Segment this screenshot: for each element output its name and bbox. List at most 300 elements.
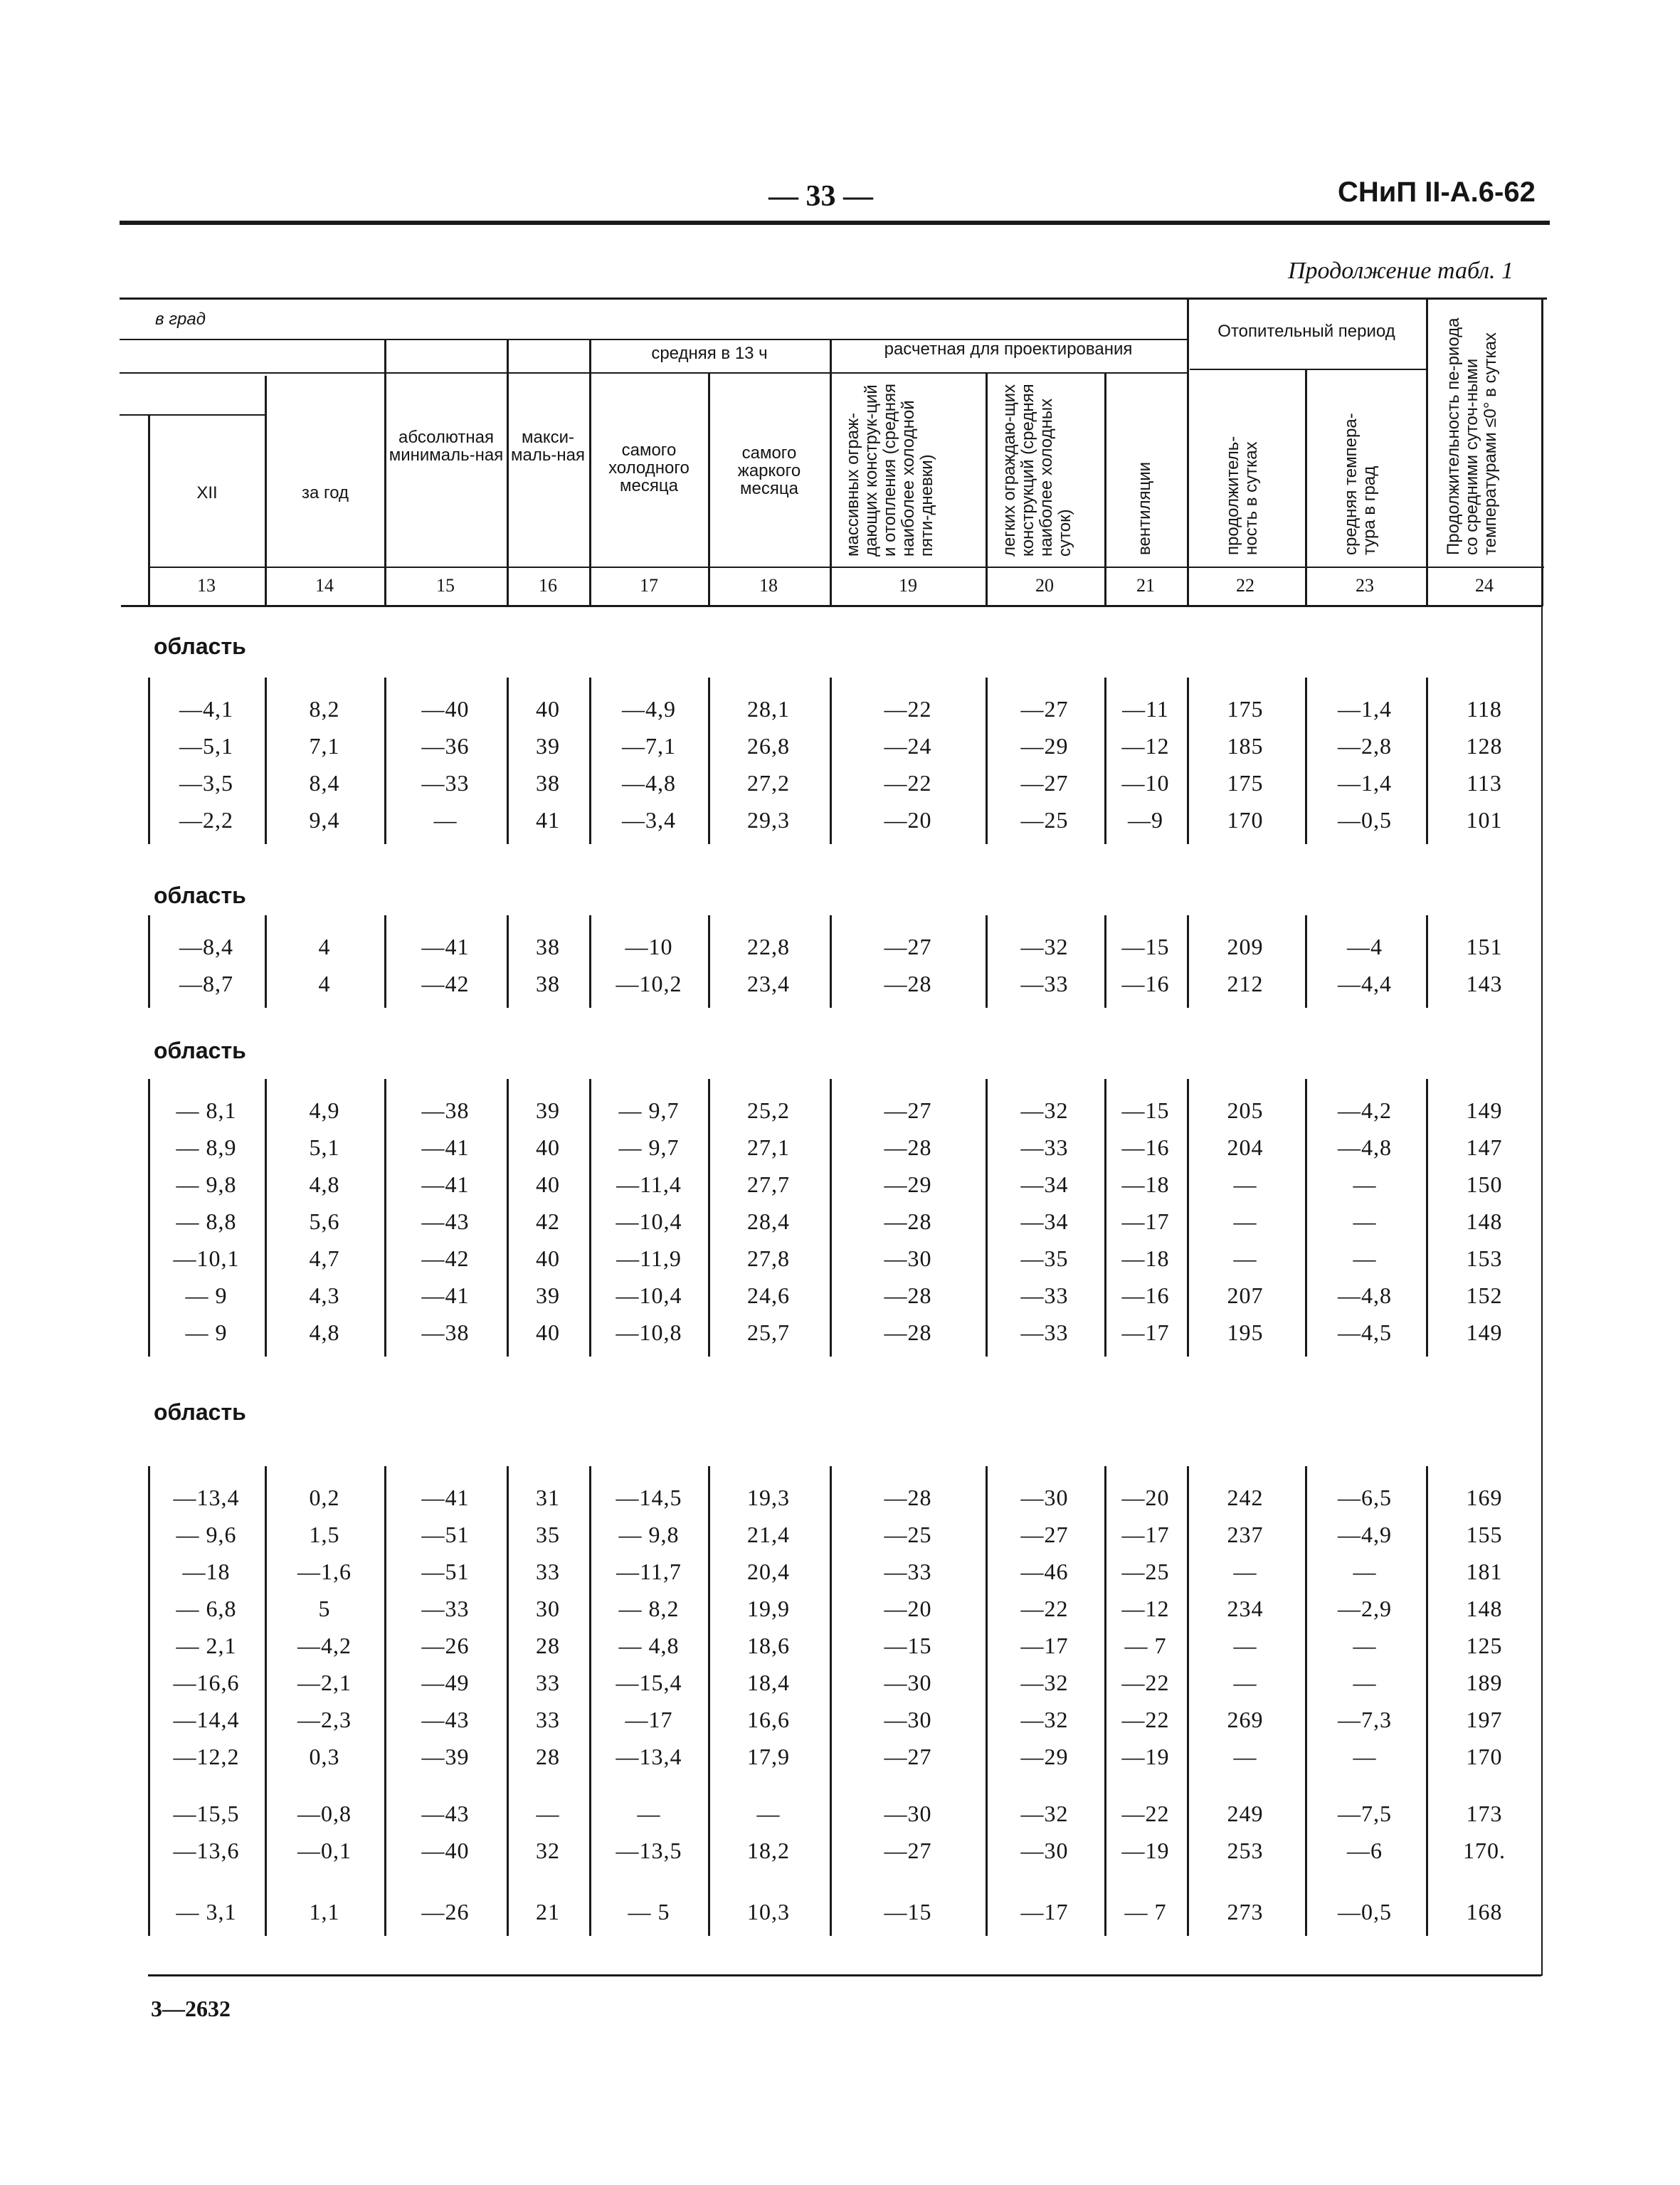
table-cell-col23: —: [1353, 1670, 1377, 1695]
table-cell-col13: —2,2: [179, 807, 233, 833]
table-cell-col17: — 9,7: [618, 1134, 680, 1160]
table-cell-col16: 33: [536, 1670, 560, 1695]
table-cell-col17: —15,4: [616, 1670, 682, 1695]
table-cell-col20: —25: [1020, 807, 1069, 833]
table-cell-col16: 40: [536, 1172, 560, 1197]
table-cell-col17: —17: [625, 1707, 673, 1732]
table-cell-col14: 5: [318, 1596, 331, 1621]
table-cell-col21: — 7: [1124, 1899, 1167, 1925]
table-cell-col15: —33: [421, 770, 470, 796]
table-cell-col23: —0,5: [1338, 807, 1392, 833]
table-cell-col18: 27,1: [747, 1134, 790, 1160]
table-cell-col19: —27: [884, 1097, 932, 1123]
table-cell-col20: —32: [1020, 1097, 1069, 1123]
header-vline: [1305, 370, 1307, 605]
table-cell-col20: —32: [1020, 1670, 1069, 1695]
table-cell-col14: 4: [318, 934, 331, 959]
table-cell-col14: 1,1: [309, 1899, 340, 1925]
table-cell-col17: — 4,8: [618, 1633, 680, 1658]
table-cell-col17: —: [637, 1801, 661, 1826]
table-cell-col19: —30: [884, 1707, 932, 1732]
table-cell-col20: —30: [1020, 1485, 1069, 1510]
table-cell-col21: —12: [1121, 733, 1170, 759]
table-cell-col20: —33: [1020, 1134, 1069, 1160]
column-number: 16: [539, 575, 557, 596]
table-row: [0, 1897, 1680, 1926]
table-cell-col21: —17: [1121, 1522, 1170, 1547]
table-cell-col16: 28: [536, 1633, 560, 1658]
table-cell-col19: —22: [884, 770, 932, 796]
table-cell-col22: 242: [1227, 1485, 1264, 1510]
table-cell-col20: —29: [1020, 733, 1069, 759]
table-cell-col24: 149: [1466, 1097, 1503, 1123]
header-vline: [708, 374, 710, 605]
table-row: [0, 1594, 1680, 1623]
table-cell-col18: 19,9: [747, 1596, 790, 1621]
table-cell-col23: —0,5: [1338, 1899, 1392, 1925]
col22-header: продолжитель-ность в сутках: [1223, 436, 1261, 555]
table-cell-col14: 5,1: [309, 1134, 340, 1160]
table-cell-col14: —4,2: [297, 1633, 352, 1658]
table-cell-col16: 40: [536, 696, 560, 722]
column-number: 19: [899, 575, 917, 596]
table-cell-col15: —41: [421, 1485, 470, 1510]
col14-header: за год: [301, 483, 349, 502]
table-row: [0, 932, 1680, 961]
table-cell-col22: 269: [1227, 1707, 1264, 1732]
table-cell-col16: 40: [536, 1320, 560, 1345]
table-cell-col16: 35: [536, 1522, 560, 1547]
col13-header: XII: [196, 483, 218, 502]
col17-header: самого холодного месяца: [608, 441, 690, 495]
header-vline: [1426, 299, 1428, 605]
table-cell-col18: 19,3: [747, 1485, 790, 1510]
table-row: [0, 1133, 1680, 1162]
table-cell-col22: —: [1233, 1172, 1257, 1197]
table-cell-col23: —4: [1347, 934, 1383, 959]
table-cell-col17: —10,2: [616, 971, 682, 996]
units-label: в град: [155, 310, 206, 329]
table-cell-col18: 27,2: [747, 770, 790, 796]
footer-code: 3—2632: [151, 1996, 231, 2021]
table-cell-col16: 21: [536, 1899, 560, 1925]
table-cell-col19: —30: [884, 1246, 932, 1271]
table-cell-col20: —27: [1020, 696, 1069, 722]
col20-header: легких ограждаю-щих конструкций (средняя наиболее холодных суток): [1000, 384, 1074, 557]
table-cell-col21: —18: [1121, 1246, 1170, 1271]
table-cell-col13: —14,4: [173, 1707, 240, 1732]
table-cell-col23: —4,2: [1338, 1097, 1392, 1123]
table-row: [0, 1483, 1680, 1512]
table-cell-col24: 153: [1466, 1246, 1503, 1271]
table-cell-col20: —34: [1020, 1172, 1069, 1197]
table-cell-col18: 27,7: [747, 1172, 790, 1197]
table-cell-col16: 33: [536, 1707, 560, 1732]
table-cell-col19: —27: [884, 1744, 932, 1769]
table-cell-col21: —9: [1128, 807, 1163, 833]
table-cell-col13: — 8,1: [176, 1097, 237, 1123]
table-cell-col16: 39: [536, 1283, 560, 1308]
table-continuation-label: Продолжение табл. 1: [1288, 258, 1514, 284]
header-vline: [265, 376, 267, 605]
table-cell-col22: 185: [1227, 733, 1264, 759]
table-row: [0, 1631, 1680, 1660]
table-row: [0, 1520, 1680, 1549]
table-cell-col21: —22: [1121, 1801, 1170, 1826]
table-cell-col16: 42: [536, 1209, 560, 1234]
table-cell-col20: —32: [1020, 1801, 1069, 1826]
table-cell-col13: —8,4: [179, 934, 233, 959]
column-number: 18: [759, 575, 778, 596]
table-cell-col15: —43: [421, 1801, 470, 1826]
col19-header: массивных ограж-дающих конструк-ций и отопления (средняя наиболее холодной пяти-дневки): [843, 383, 936, 557]
col18-header: самого жаркого месяца: [737, 443, 801, 498]
table-cell-col24: 101: [1466, 807, 1503, 833]
table-cell-col20: —27: [1020, 1522, 1069, 1547]
table-cell-col20: —32: [1020, 1707, 1069, 1732]
table-cell-col16: 39: [536, 1097, 560, 1123]
table-row: [0, 1557, 1680, 1586]
table-cell-col13: — 9,8: [176, 1172, 237, 1197]
table-cell-col21: —20: [1121, 1485, 1170, 1510]
table-cell-col14: 4,3: [309, 1283, 340, 1308]
table-cell-col24: 181: [1466, 1559, 1503, 1584]
table-cell-col16: 38: [536, 770, 560, 796]
region-label: область: [154, 1399, 246, 1425]
table-cell-col16: 30: [536, 1596, 560, 1621]
table-cell-col15: —43: [421, 1707, 470, 1732]
table-row: [0, 1836, 1680, 1865]
col15-header: абсолютная минималь-ная: [389, 428, 504, 465]
table-cell-col22: 234: [1227, 1596, 1264, 1621]
table-cell-col14: 8,4: [309, 770, 340, 796]
table-cell-col17: —10,8: [616, 1320, 682, 1345]
table-cell-col22: —: [1233, 1670, 1257, 1695]
header-bottom-rule: [121, 605, 1541, 607]
table-cell-col20: —35: [1020, 1246, 1069, 1271]
table-cell-col17: —7,1: [622, 733, 676, 759]
table-cell-col18: 18,4: [747, 1670, 790, 1695]
table-row: [0, 806, 1680, 834]
table-cell-col20: —34: [1020, 1209, 1069, 1234]
table-cell-col19: —29: [884, 1172, 932, 1197]
table-cell-col21: —17: [1121, 1209, 1170, 1234]
table-cell-col18: 26,8: [747, 733, 790, 759]
table-cell-col13: —12,2: [173, 1744, 240, 1769]
table-cell-col17: —10,4: [616, 1283, 682, 1308]
table-cell-col19: —25: [884, 1522, 932, 1547]
table-cell-col19: —20: [884, 807, 932, 833]
table-cell-col24: 152: [1466, 1283, 1503, 1308]
table-cell-col21: —16: [1121, 971, 1170, 996]
column-number: 20: [1035, 575, 1054, 596]
table-cell-col24: 173: [1466, 1801, 1503, 1826]
table-cell-col18: 16,6: [747, 1707, 790, 1732]
table-cell-col21: —19: [1121, 1838, 1170, 1863]
table-cell-col20: —29: [1020, 1744, 1069, 1769]
table-cell-col20: —17: [1020, 1633, 1069, 1658]
table-cell-col23: —1,4: [1338, 770, 1392, 796]
table-cell-col14: —0,8: [297, 1801, 352, 1826]
table-cell-col21: —22: [1121, 1670, 1170, 1695]
table-cell-col21: —15: [1121, 1097, 1170, 1123]
header-vline: [986, 374, 988, 605]
table-cell-col19: —28: [884, 1320, 932, 1345]
table-cell-col16: 40: [536, 1246, 560, 1271]
header-vline: [589, 340, 591, 605]
col24-header: Продолжительность пе-риода со средними суточ-ными температурами ≤0° в сутках: [1444, 317, 1500, 555]
table-cell-col24: 150: [1466, 1172, 1503, 1197]
table-cell-col14: 4,8: [309, 1172, 340, 1197]
table-cell-col21: — 7: [1124, 1633, 1167, 1658]
table-row: [0, 1096, 1680, 1125]
table-cell-col22: —: [1233, 1209, 1257, 1234]
table-cell-col15: —38: [421, 1320, 470, 1345]
table-cell-col14: 1,5: [309, 1522, 340, 1547]
table-row: [0, 1244, 1680, 1273]
table-row: [0, 1705, 1680, 1734]
table-cell-col19: —27: [884, 934, 932, 959]
table-cell-col19: —15: [884, 1633, 932, 1658]
table-cell-col18: 28,4: [747, 1209, 790, 1234]
column-number: 13: [197, 575, 216, 596]
table-cell-col22: 253: [1227, 1838, 1264, 1863]
table-cell-col15: —43: [421, 1209, 470, 1234]
table-cell-col18: 20,4: [747, 1559, 790, 1584]
table-row: [0, 769, 1680, 797]
region-label: область: [154, 883, 246, 908]
table-cell-col13: —10,1: [173, 1246, 240, 1271]
header-vline: [507, 340, 509, 605]
header-rule: [120, 221, 1550, 225]
column-number: 17: [640, 575, 658, 596]
table-cell-col14: —2,1: [297, 1670, 352, 1695]
table-right-edge: [1541, 605, 1543, 1976]
header-rule-group: [120, 372, 1187, 374]
table-cell-col13: —18: [182, 1559, 231, 1584]
table-cell-col20: —30: [1020, 1838, 1069, 1863]
table-cell-col13: — 8,9: [176, 1134, 237, 1160]
header-vline: [830, 340, 832, 605]
table-cell-col17: —11,4: [616, 1172, 682, 1197]
table-cell-col17: —4,9: [622, 696, 676, 722]
table-row: [0, 732, 1680, 760]
table-cell-col13: —5,1: [179, 733, 233, 759]
table-cell-col14: 5,6: [309, 1209, 340, 1234]
table-cell-col17: —11,9: [616, 1246, 682, 1271]
header-vline: [1187, 299, 1189, 605]
header-vline: [1104, 374, 1106, 605]
header-rule-colnums: [149, 567, 1544, 568]
column-number: 14: [315, 575, 334, 596]
table-cell-col21: —12: [1121, 1596, 1170, 1621]
document-code: СНиП II-А.6-62: [1338, 177, 1536, 208]
table-cell-col14: 0,3: [309, 1744, 340, 1769]
table-cell-col15: —40: [421, 696, 470, 722]
table-cell-col21: —17: [1121, 1320, 1170, 1345]
col16-header: макси-маль-ная: [511, 428, 585, 465]
table-cell-col20: —33: [1020, 971, 1069, 996]
column-number: 23: [1356, 575, 1374, 596]
table-cell-col15: —26: [421, 1633, 470, 1658]
table-cell-col22: 195: [1227, 1320, 1264, 1345]
table-cell-col13: — 3,1: [176, 1899, 237, 1925]
table-cell-col24: 143: [1466, 971, 1503, 996]
table-cell-col19: —33: [884, 1559, 932, 1584]
table-cell-col24: 148: [1466, 1209, 1503, 1234]
table-row: [0, 1318, 1680, 1347]
table-cell-col17: — 9,7: [618, 1097, 680, 1123]
table-cell-col19: —30: [884, 1670, 932, 1695]
table-cell-col21: —11: [1122, 696, 1169, 722]
column-number: 15: [436, 575, 455, 596]
table-cell-col18: 21,4: [747, 1522, 790, 1547]
table-cell-col17: —14,5: [616, 1485, 682, 1510]
table-cell-col16: 39: [536, 733, 560, 759]
table-row: [0, 695, 1680, 723]
table-cell-col16: 38: [536, 934, 560, 959]
table-cell-col22: 209: [1227, 934, 1264, 959]
col21-header: вентиляции: [1135, 461, 1154, 555]
design-temp-header: расчетная для проектирования: [884, 339, 1133, 359]
table-cell-col24: 169: [1466, 1485, 1503, 1510]
table-cell-col24: 113: [1467, 770, 1502, 796]
table-cell-col21: —18: [1121, 1172, 1170, 1197]
table-cell-col22: 170: [1227, 807, 1264, 833]
table-cell-col21: —16: [1121, 1134, 1170, 1160]
table-cell-col16: 40: [536, 1134, 560, 1160]
table-cell-col22: —: [1233, 1633, 1257, 1658]
table-cell-col15: —39: [421, 1744, 470, 1769]
table-cell-col20: —33: [1020, 1320, 1069, 1345]
table-row: [0, 969, 1680, 998]
table-cell-col15: —38: [421, 1097, 470, 1123]
table-cell-col14: —1,6: [297, 1559, 352, 1584]
table-cell-col13: —3,5: [179, 770, 233, 796]
table-cell-col14: 7,1: [309, 733, 340, 759]
table-cell-col17: — 8,2: [618, 1596, 680, 1621]
table-cell-col13: — 9,6: [176, 1522, 237, 1547]
table-row: [0, 1170, 1680, 1199]
table-cell-col19: —28: [884, 1283, 932, 1308]
table-cell-col23: —2,8: [1338, 733, 1392, 759]
header-vline: [384, 340, 386, 605]
table-cell-col22: 175: [1227, 770, 1264, 796]
table-cell-col15: —42: [421, 1246, 470, 1271]
table-cell-col15: —41: [421, 1172, 470, 1197]
table-cell-col15: —: [433, 807, 458, 833]
table-cell-col19: —15: [884, 1899, 932, 1925]
col23-header: средняя темпера-тура в град: [1341, 413, 1379, 555]
header-rule-sub: [120, 414, 265, 416]
table-cell-col24: 118: [1467, 696, 1502, 722]
table-cell-col23: —1,4: [1338, 696, 1392, 722]
table-cell-col23: —4,9: [1338, 1522, 1392, 1547]
table-cell-col23: —6: [1347, 1838, 1383, 1863]
column-number: 24: [1475, 575, 1494, 596]
table-cell-col22: 205: [1227, 1097, 1264, 1123]
table-cell-col23: —: [1353, 1633, 1377, 1658]
table-cell-col23: —4,5: [1338, 1320, 1392, 1345]
table-cell-col22: 212: [1227, 971, 1264, 996]
table-cell-col17: —13,4: [616, 1744, 682, 1769]
table-row: [0, 1668, 1680, 1697]
table-cell-col24: 149: [1466, 1320, 1503, 1345]
table-cell-col14: 9,4: [309, 807, 340, 833]
table-row: [0, 1281, 1680, 1310]
header-vline: [148, 416, 150, 605]
table-cell-col24: 147: [1466, 1134, 1503, 1160]
table-cell-col24: 128: [1466, 733, 1503, 759]
region-label: область: [154, 1038, 246, 1063]
table-cell-col19: —22: [884, 696, 932, 722]
table-cell-col14: 4,7: [309, 1246, 340, 1271]
table-cell-col18: —: [756, 1801, 781, 1826]
table-cell-col18: 10,3: [747, 1899, 790, 1925]
table-cell-col18: 23,4: [747, 971, 790, 996]
table-cell-col18: 24,6: [747, 1283, 790, 1308]
table-cell-col17: —13,5: [616, 1838, 682, 1863]
table-cell-col21: —15: [1121, 934, 1170, 959]
table-cell-col19: —28: [884, 971, 932, 996]
column-number: 22: [1236, 575, 1254, 596]
table-cell-col24: 148: [1466, 1596, 1503, 1621]
table-cell-col19: —28: [884, 1209, 932, 1234]
table-cell-col19: —20: [884, 1596, 932, 1621]
table-cell-col17: —10: [625, 934, 673, 959]
table-cell-col15: —36: [421, 733, 470, 759]
table-cell-col14: —2,3: [297, 1707, 352, 1732]
table-cell-col18: 22,8: [747, 934, 790, 959]
region-label: область: [154, 633, 246, 659]
table-cell-col15: —51: [421, 1559, 470, 1584]
table-cell-col22: 207: [1227, 1283, 1264, 1308]
table-cell-col22: 175: [1227, 696, 1264, 722]
table-cell-col14: 0,2: [309, 1485, 340, 1510]
table-cell-col23: —6,5: [1338, 1485, 1392, 1510]
mean-13h-header: средняя в 13 ч: [651, 344, 768, 363]
table-cell-col24: 168: [1466, 1899, 1503, 1925]
table-cell-col21: —22: [1121, 1707, 1170, 1732]
table-cell-col18: 29,3: [747, 807, 790, 833]
table-cell-col17: —3,4: [622, 807, 676, 833]
table-cell-col17: —11,7: [616, 1559, 682, 1584]
table-cell-col16: 28: [536, 1744, 560, 1769]
table-cell-col17: — 5: [628, 1899, 670, 1925]
table-row: [0, 1207, 1680, 1236]
table-row: [0, 1799, 1680, 1828]
table-row: [0, 1742, 1680, 1771]
header-rule-heating: [1190, 369, 1426, 370]
table-cell-col16: —: [536, 1801, 560, 1826]
table-cell-col18: 25,7: [747, 1320, 790, 1345]
table-cell-col15: —41: [421, 934, 470, 959]
table-cell-col24: 189: [1466, 1670, 1503, 1695]
table-cell-col22: —: [1233, 1559, 1257, 1584]
table-cell-col16: 32: [536, 1838, 560, 1863]
table-cell-col19: —28: [884, 1485, 932, 1510]
table-cell-col13: —13,6: [173, 1838, 240, 1863]
table-cell-col18: 18,6: [747, 1633, 790, 1658]
table-cell-col16: 31: [536, 1485, 560, 1510]
table-cell-col15: —49: [421, 1670, 470, 1695]
table-cell-col14: 4,8: [309, 1320, 340, 1345]
table-cell-col17: —10,4: [616, 1209, 682, 1234]
table-cell-col20: —46: [1020, 1559, 1069, 1584]
table-cell-col23: —: [1353, 1209, 1377, 1234]
page-number: — 33 —: [768, 180, 873, 213]
table-cell-col18: 17,9: [747, 1744, 790, 1769]
